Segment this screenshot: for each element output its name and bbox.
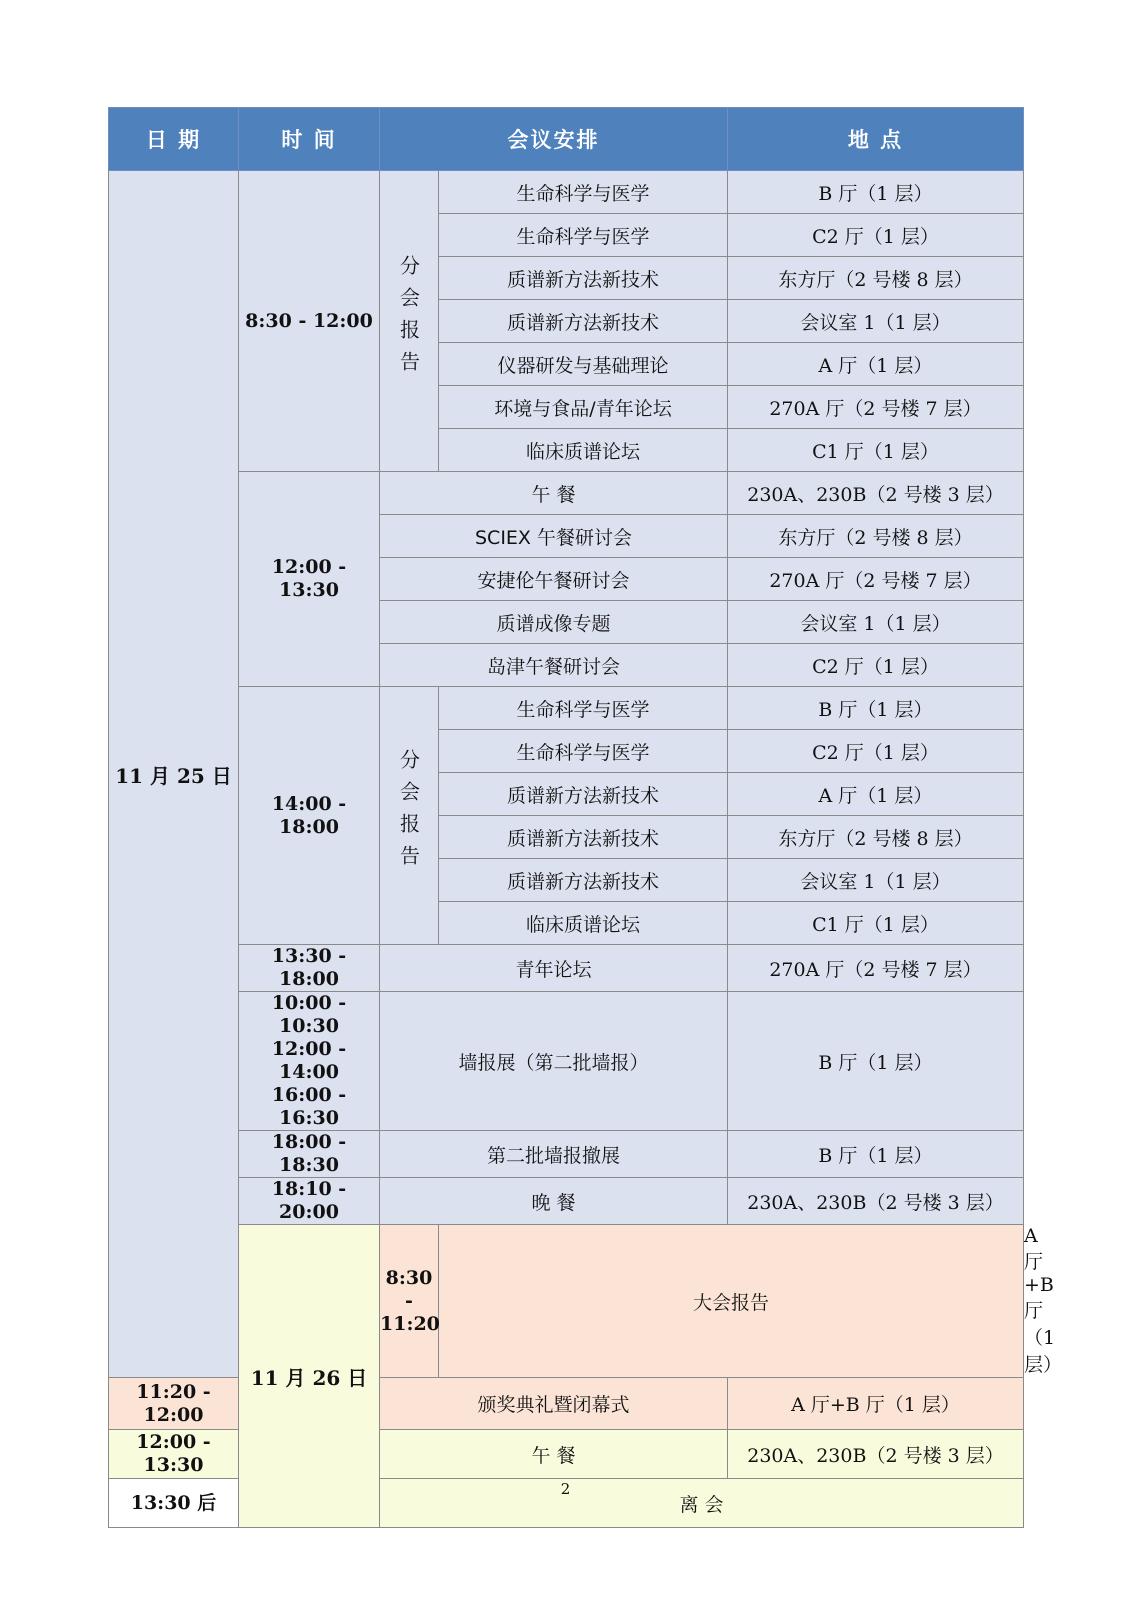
- page-number: 2: [560, 1480, 571, 1498]
- session-location: C2 厅（1 层）: [728, 730, 1024, 773]
- time-cell: 13:30 后: [109, 1479, 239, 1528]
- session-location: C1 厅（1 层）: [728, 902, 1024, 945]
- event-name: 青年论坛: [380, 945, 728, 992]
- session-location: B 厅（1 层）: [728, 687, 1024, 730]
- event-location: 会议室 1（1 层）: [728, 601, 1024, 644]
- session-name: 临床质谱论坛: [439, 902, 728, 945]
- table-row: [109, 687, 1024, 730]
- table-row: [109, 171, 1024, 214]
- time-cell: 11:20 - 12:00: [109, 1378, 239, 1430]
- session-location: 270A 厅（2 号楼 7 层）: [728, 386, 1024, 429]
- event-name: 第二批墙报撤展: [380, 1131, 728, 1178]
- day1-date: 11 月 25 日: [109, 171, 239, 1378]
- event-location: A 厅+B 厅（1 层）: [728, 1378, 1024, 1430]
- session-name: 质谱新方法新技术: [439, 300, 728, 343]
- event-location: 230A、230B（2 号楼 3 层）: [728, 1178, 1024, 1225]
- event-location: 270A 厅（2 号楼 7 层）: [728, 558, 1024, 601]
- session-name: 生命科学与医学: [439, 214, 728, 257]
- event-location: 270A 厅（2 号楼 7 层）: [728, 945, 1024, 992]
- session-name: 环境与食品/青年论坛: [439, 386, 728, 429]
- session-name: 质谱新方法新技术: [439, 257, 728, 300]
- event-name: 晚 餐: [380, 1178, 728, 1225]
- time-cell: 8:30 - 12:00: [239, 171, 380, 472]
- event-location: B 厅（1 层）: [728, 992, 1024, 1131]
- session-name: 生命科学与医学: [439, 171, 728, 214]
- table-row: 11 月 26 日 8:30 - 11:20 大会报告 A 厅+B 厅（1 层）: [109, 1225, 1024, 1378]
- time-cell: 14:00 - 18:00: [239, 687, 380, 945]
- session-location: B 厅（1 层）: [728, 171, 1024, 214]
- table-row: [109, 1178, 1024, 1225]
- event-name: 岛津午餐研讨会: [380, 644, 728, 687]
- session-location: 东方厅（2 号楼 8 层）: [728, 816, 1024, 859]
- event-name: 安捷伦午餐研讨会: [380, 558, 728, 601]
- session-type: 分会报告: [396, 254, 421, 383]
- poster-time-1: 10:00 - 10:30: [271, 992, 347, 1037]
- time-cell: [239, 992, 380, 1131]
- time-cell: 18:10 - 20:00: [239, 1178, 380, 1225]
- day2-date: 11 月 26 日: [239, 1225, 380, 1528]
- session-name: 质谱新方法新技术: [439, 816, 728, 859]
- table-row: [109, 1131, 1024, 1178]
- event-name: 午 餐: [380, 472, 728, 515]
- poster-time-3: 16:00 - 16:30: [271, 1084, 347, 1129]
- session-name: 生命科学与医学: [439, 687, 728, 730]
- event-name: 颁奖典礼暨闭幕式: [380, 1378, 728, 1430]
- session-name: 生命科学与医学: [439, 730, 728, 773]
- time-cell: 12:00 - 13:30: [239, 472, 380, 687]
- session-location: C2 厅（1 层）: [728, 214, 1024, 257]
- time-cell: 18:00 - 18:30: [239, 1131, 380, 1178]
- event-name: 离 会: [380, 1479, 1024, 1528]
- session-location: 会议室 1（1 层）: [728, 859, 1024, 902]
- event-name: 午 餐: [380, 1430, 728, 1479]
- schedule-table: [108, 107, 1063, 1528]
- session-type: 分会报告: [396, 749, 421, 877]
- time-cell: 8:30 - 11:20: [380, 1225, 439, 1378]
- event-name: 墙报展（第二批墙报）: [380, 992, 728, 1131]
- table-row: [109, 992, 1024, 1131]
- session-type-cell: [380, 687, 439, 945]
- header-date: 日 期: [109, 108, 239, 171]
- header-location: 地 点: [728, 108, 1024, 171]
- event-location: 230A、230B（2 号楼 3 层）: [728, 1430, 1024, 1479]
- poster-time-2: 12:00 - 14:00: [271, 1038, 347, 1083]
- event-name: SCIEX 午餐研讨会: [380, 515, 728, 558]
- session-name: 仪器研发与基础理论: [439, 343, 728, 386]
- event-name: 大会报告: [439, 1225, 1024, 1378]
- table-row: [109, 945, 1024, 992]
- table-row: [109, 472, 1024, 515]
- session-name: 质谱新方法新技术: [439, 859, 728, 902]
- session-location: A 厅（1 层）: [728, 773, 1024, 816]
- session-location: A 厅（1 层）: [728, 343, 1024, 386]
- time-cell: 13:30 - 18:00: [239, 945, 380, 992]
- session-name: 临床质谱论坛: [439, 429, 728, 472]
- event-name: 质谱成像专题: [380, 601, 728, 644]
- session-type-cell: [380, 171, 439, 472]
- session-name: 质谱新方法新技术: [439, 773, 728, 816]
- session-location: 东方厅（2 号楼 8 层）: [728, 257, 1024, 300]
- event-location: 东方厅（2 号楼 8 层）: [728, 515, 1024, 558]
- session-location: 会议室 1（1 层）: [728, 300, 1024, 343]
- header-agenda: 会议安排: [380, 108, 728, 171]
- header-time: 时 间: [239, 108, 380, 171]
- event-location: B 厅（1 层）: [728, 1131, 1024, 1178]
- header-row: [109, 108, 1024, 171]
- session-location: C1 厅（1 层）: [728, 429, 1024, 472]
- event-location: C2 厅（1 层）: [728, 644, 1024, 687]
- event-location: 230A、230B（2 号楼 3 层）: [728, 472, 1024, 515]
- time-cell: 12:00 - 13:30: [109, 1430, 239, 1479]
